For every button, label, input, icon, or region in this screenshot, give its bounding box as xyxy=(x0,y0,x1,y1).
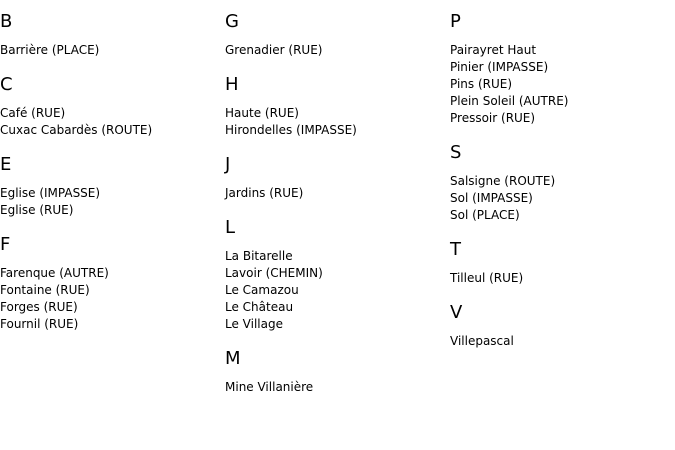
letter-group xyxy=(450,143,670,224)
letter-heading: L xyxy=(225,217,236,238)
street-link[interactable]: Pinier (IMPASSE) xyxy=(450,60,549,74)
letter-heading: B xyxy=(0,11,13,32)
street-link[interactable]: Fournil (RUE) xyxy=(0,317,79,331)
letter-group xyxy=(450,12,670,127)
letter-group xyxy=(225,349,445,396)
street-link[interactable]: Pressoir (RUE) xyxy=(450,111,536,125)
street-link[interactable]: Hirondelles (IMPASSE) xyxy=(225,123,357,137)
street-link[interactable]: Pins (RUE) xyxy=(450,77,513,91)
street-link[interactable]: Pairayret Haut xyxy=(450,43,537,57)
letter-heading: E xyxy=(0,154,12,175)
letter-group xyxy=(225,218,445,333)
letter-heading: V xyxy=(450,302,463,323)
letter-group xyxy=(0,12,220,59)
letter-group xyxy=(225,155,445,202)
street-link[interactable]: Lavoir (CHEMIN) xyxy=(225,266,323,280)
letter-group xyxy=(450,303,670,350)
letter-group xyxy=(0,235,220,333)
letter-group xyxy=(0,75,220,139)
letter-heading: F xyxy=(0,234,11,255)
street-link[interactable]: Cuxac Cabardès (ROUTE) xyxy=(0,123,153,137)
street-link[interactable]: Sol (IMPASSE) xyxy=(450,191,533,205)
letter-heading: G xyxy=(225,11,239,32)
letter-heading: H xyxy=(225,74,239,95)
letter-heading: P xyxy=(450,11,461,32)
letter-heading: T xyxy=(450,239,461,260)
letter-heading: M xyxy=(225,348,241,369)
street-link[interactable]: Sol (PLACE) xyxy=(450,208,520,222)
letter-heading: J xyxy=(225,154,231,175)
letter-group xyxy=(450,240,670,287)
letter-group xyxy=(225,75,445,139)
street-link[interactable]: Farenque (AUTRE) xyxy=(0,266,109,280)
street-link[interactable]: Mine Villanière xyxy=(225,380,314,394)
letter-group xyxy=(0,155,220,219)
street-link[interactable]: Café (RUE) xyxy=(0,106,66,120)
street-link[interactable]: La Bitarelle xyxy=(225,249,293,263)
index-column xyxy=(225,12,445,412)
street-link[interactable]: Grenadier (RUE) xyxy=(225,43,323,57)
street-link[interactable]: Forges (RUE) xyxy=(0,300,78,314)
street-link[interactable]: Jardins (RUE) xyxy=(225,186,304,200)
letter-heading: C xyxy=(0,74,13,95)
street-link[interactable]: Tilleul (RUE) xyxy=(450,271,524,285)
street-link[interactable]: Le Camazou xyxy=(225,283,299,297)
index-column xyxy=(0,12,220,349)
street-link[interactable]: Barrière (PLACE) xyxy=(0,43,100,57)
index-column xyxy=(450,12,670,366)
street-link[interactable]: Plein Soleil (AUTRE) xyxy=(450,94,569,108)
street-link[interactable]: Haute (RUE) xyxy=(225,106,299,120)
street-link[interactable]: Fontaine (RUE) xyxy=(0,283,90,297)
street-link[interactable]: Le Village xyxy=(225,317,283,331)
street-link[interactable]: Le Château xyxy=(225,300,294,314)
letter-group xyxy=(225,12,445,59)
street-link[interactable]: Eglise (RUE) xyxy=(0,203,74,217)
letter-heading: S xyxy=(450,142,462,163)
street-link[interactable]: Eglise (IMPASSE) xyxy=(0,186,101,200)
street-link[interactable]: Salsigne (ROUTE) xyxy=(450,174,556,188)
street-link[interactable]: Villepascal xyxy=(450,334,514,348)
